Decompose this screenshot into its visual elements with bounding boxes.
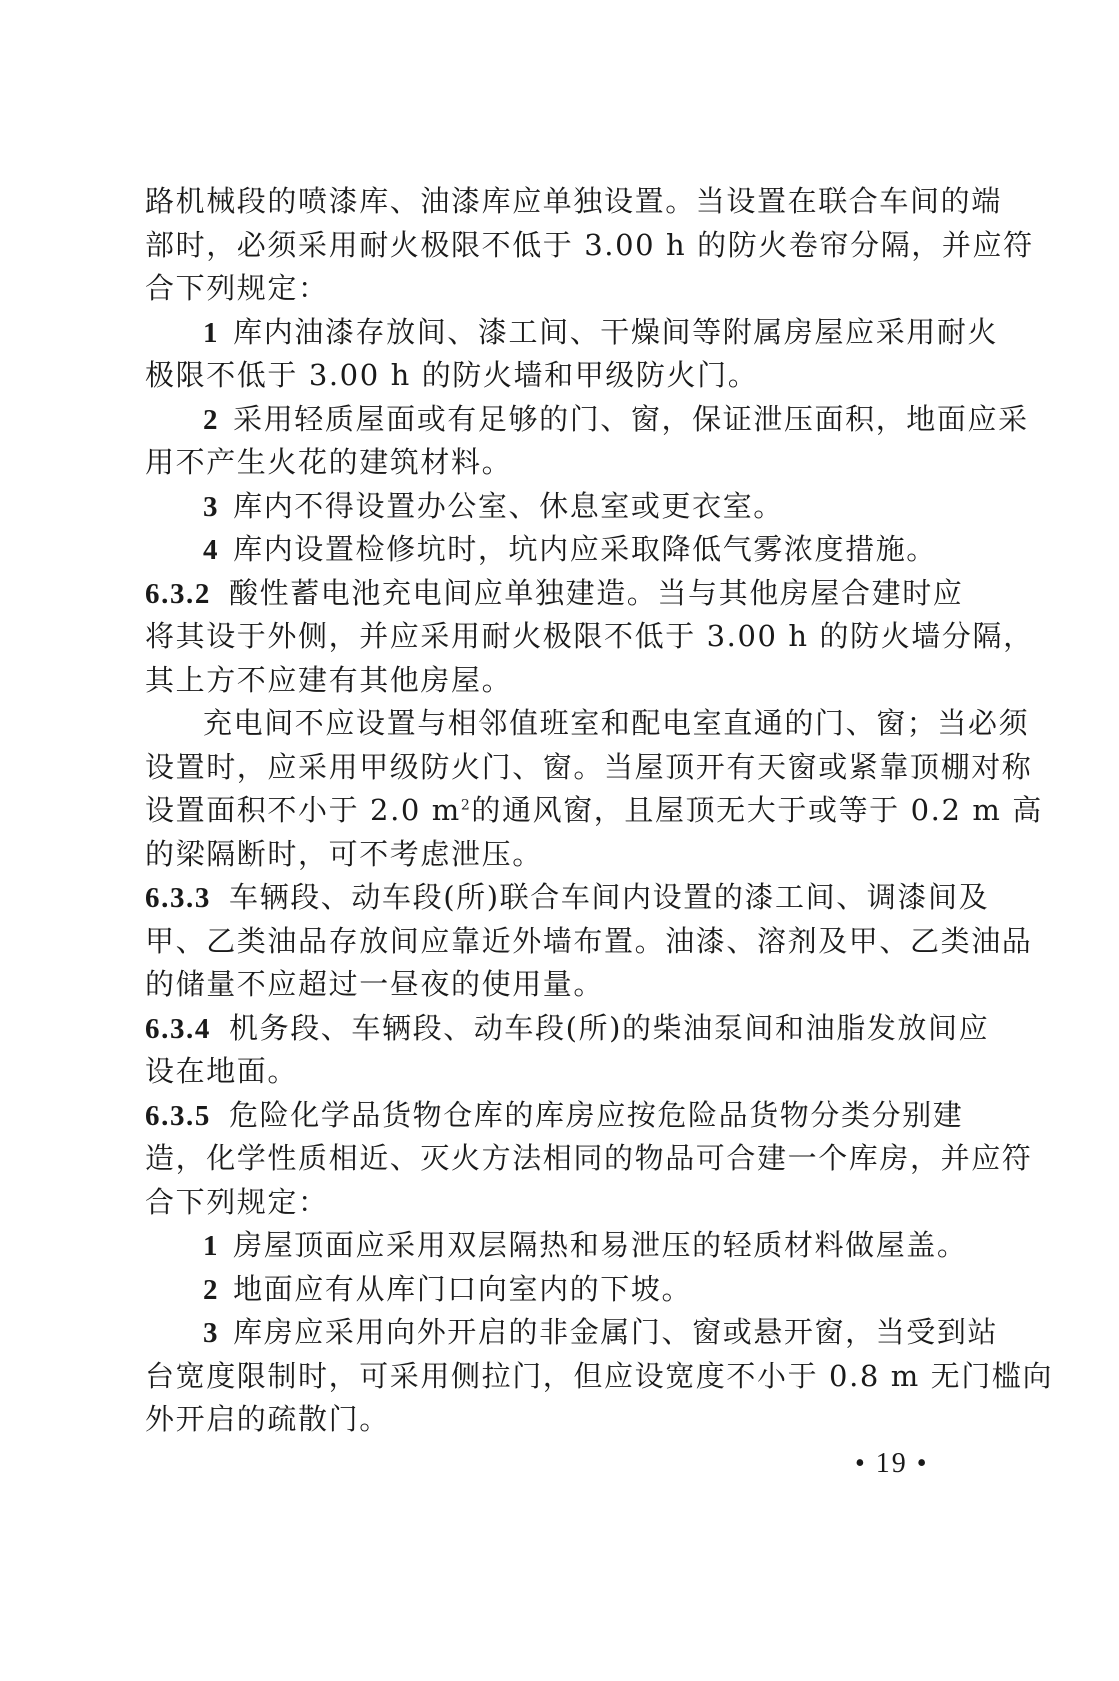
item-text: 库内不得设置办公室、休息室或更衣室。 [233,488,784,523]
page-number: • 19 • [855,1448,929,1479]
list-item [145,1311,999,1355]
text-line [145,180,1002,224]
paragraph-text: 设置时，应采用甲级防火门、窗。当屋顶开有天窗或紧靠顶棚对称 [145,749,1033,784]
text-line [145,789,1043,833]
paragraph-text: 充电间不应设置与相邻值班室和配电室直通的门、窗；当必须 [203,706,1030,740]
item-number: 1 [203,1230,220,1262]
clause [145,572,967,616]
paragraph-text: 设在地面。 [145,1054,299,1088]
item-text: 库内设置检修坑时，坑内应采取降低气雾浓度措施。 [233,532,937,566]
clause-text: 酸性蓄电池充电间应单独建造。当与其他房屋合建时应 [229,575,964,610]
paragraph-text: 极限不低于 3.00 h 的防火墙和甲级防火门。 [145,358,759,392]
item-text: 库房应采用向外开启的非金属门、窗或悬开窗，当受到站 [233,1315,999,1349]
document-body [145,180,1054,1442]
clause-number: 6.3.2 [145,577,211,610]
text-line [145,267,967,311]
text-line [145,659,967,703]
paragraph-text: 甲、乙类油品存放间应靠近外墙布置。油漆、溶剂及甲、乙类油品 [145,923,1033,958]
list-item [145,485,967,529]
paragraph-text: 的储量不应超过一昼夜的使用量。 [145,967,605,1001]
paragraph-text: 设置面积不小于 2.0 m [145,793,461,827]
text-line [145,224,1034,268]
clause-number: 6.3.4 [145,1012,211,1045]
paragraph-text: 用不产生火花的建筑材料。 [145,445,513,479]
list-item [145,1224,967,1268]
paragraph-text: 将其设于外侧，并应采用耐火极限不低于 3.00 h 的防火墙分隔， [145,619,1034,653]
text-line [145,702,1030,746]
list-item [145,311,999,355]
list-item [145,528,967,572]
text-line [145,1355,1054,1399]
paragraph-text: 的通风窗，且屋顶无大于或等于 0.2 m 高 [471,793,1043,827]
item-number: 1 [203,316,220,349]
list-item [145,398,1029,442]
clause [145,1094,967,1138]
item-number: 3 [203,490,220,523]
text-line [145,615,1034,659]
text-line [145,833,967,877]
item-text: 地面应有从库门口向室内的下坡。 [233,1271,693,1306]
item-text: 库内油漆存放间、漆工间、干燥间等附属房屋应采用耐火 [233,314,999,349]
text-line [145,441,967,485]
paragraph-text: 部时，必须采用耐火极限不低于 3.00 h 的防火卷帘分隔，并应符 [145,227,1034,262]
item-number: 4 [203,534,220,566]
list-item [145,1268,967,1312]
item-text: 采用轻质屋面或有足够的门、窗，保证泄压面积，地面应采 [233,401,1029,436]
clause-text: 机务段、车辆段、动车段(所)的柴油泵间和油脂发放间应 [229,1010,990,1045]
item-number: 2 [203,403,220,436]
clause-text: 车辆段、动车段(所)联合车间内设置的漆工间、调漆间及 [229,880,990,914]
clause-number: 6.3.5 [145,1099,211,1132]
paragraph-text: 台宽度限制时，可采用侧拉门，但应设宽度不小于 0.8 m 无门槛向 [145,1358,1054,1393]
paragraph-text: 其上方不应建有其他房屋。 [145,662,513,697]
item-text: 房屋顶面应采用双层隔热和易泄压的轻质材料做屋盖。 [233,1228,968,1262]
text-line [145,1398,967,1442]
text-line [145,354,967,398]
paragraph-text: 造，化学性质相近、灭火方法相同的物品可合建一个库房，并应符 [145,1141,1033,1175]
text-line [145,920,1033,964]
paragraph-text: 的梁隔断时，可不考虑泄压。 [145,836,543,871]
clause-text: 危险化学品货物仓库的库房应按危险品货物分类分别建 [229,1097,964,1132]
item-number: 2 [203,1273,220,1306]
paragraph-text: 合下列规定： [145,1184,329,1219]
superscript: 2 [460,797,472,814]
text-line [145,1137,1033,1181]
item-number: 3 [203,1317,220,1349]
paragraph-text: 路机械段的喷漆库、油漆库应单独设置。当设置在联合车间的端 [145,184,1002,218]
paragraph-text: 外开启的疏散门。 [145,1402,390,1436]
paragraph-text: 合下列规定： [145,271,329,305]
clause [145,876,990,920]
text-line [145,746,1033,790]
text-line [145,1050,967,1094]
text-line [145,1181,967,1225]
text-line [145,963,967,1007]
clause [145,1007,990,1051]
clause-number: 6.3.3 [145,882,211,914]
